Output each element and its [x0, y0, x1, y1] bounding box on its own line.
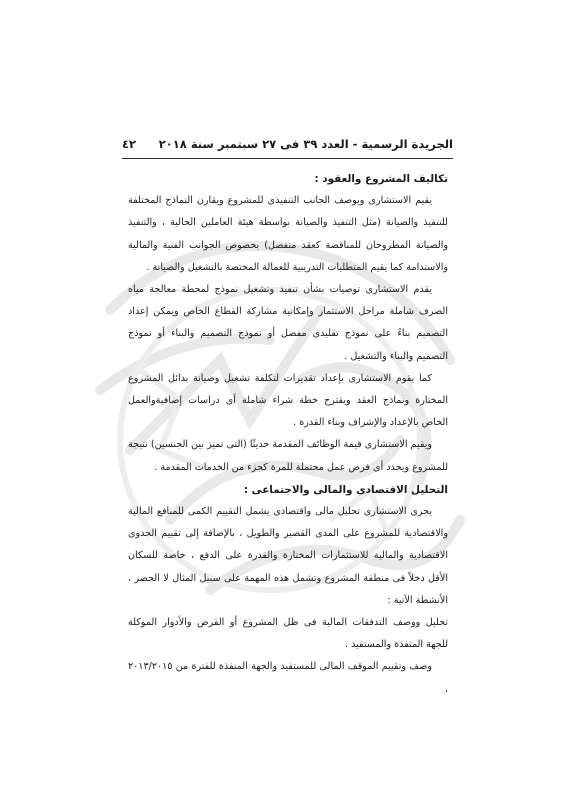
paragraph: وصف وتقييم الموقف المالى للمستفيد والجهة المنفذة للفترة من ٢٠١٣/٢٠١٥ ، [128, 661, 448, 695]
page-header [122, 136, 453, 152]
page-number: ٤٢ [122, 137, 137, 151]
header-divider [122, 158, 453, 159]
paragraph: تحليل ووصف التدفقات المالية فى ظل المشروع أو القرض والأدوار الموكلة للجهة المنفذة والمستفيد . [128, 617, 448, 651]
document-body [128, 168, 448, 701]
paragraph: ويقيم الاستشارى قيمة الوظائف المقدمة حديثًا (التى تميز بين الجنسين) نتيجة للمشروع ويحدد أى فرص عمل محتملة للمرة كجزء من الخدمات المقدمة . [128, 439, 448, 473]
paragraph: يقيم الاستشارى ويوصف الجانب التنفيذى للمشروع ويقارن النماذج المختلفة للتنفيذ والصيانة (مثل التنفيذ والصيانة بواسطة هيئة العاملين الحالية ، والتنفيذ والصيانة المطروحان للمناقصة كعقد منفصل) بخصوص الجوانب الفنية والمالية والاستدامة كما يقيم المتطلبات التدريبية للعمالة المختصة بالتشغيل والصيانة . [128, 195, 448, 273]
header-title: الجريدة الرسمية - العدد ٣٩ فى ٢٧ سبتمبر سنة ٢٠١٨ [158, 137, 453, 151]
section-heading-analysis: التحليل الاقتصادى والمالى والاجتماعى : [243, 483, 448, 496]
paragraph: كما يقوم الاستشارى بإعداد تقديرات لتكلفة تشغيل وصيانة بدائل المشروع المختارة ونماذج العقد ويقترح خطة شراء شاملة أى دراسات إضافيةوالعمل الخاص بالإعداد والإشراف وبناء القدرة . [128, 372, 448, 429]
paragraph: يجرى الاستشارى تحليل مالى واقتصادى يشمل التقييم الكمى للمنافع المالية والاقتصادية للمشروع على المدى القصير والطويل ، بالإضافة إلى تقييم الجدوى الاقتصادية والمالية للاستثمارات المختارة والقدرة على الدفع ، خاصة للسكان الأقل دخلاً فى منطقة المشروع وتشمل هذه المهمة على سبيل المثال لا الحصر ، الأنشطة الآتية : [128, 506, 448, 606]
section-heading-costs: تكاليف المشروع والعقود : [314, 173, 448, 185]
paragraph: يقدم الاستشارى توصيات بشأن تنفيذ وتشغيل نموذج لمحطة معالجة مياه الصرف شاملة مراحل الاستثمار وإمكانية مشاركة القطاع الخاص ويمكن إعداد التصميم بناءً على نموذج تقليدى مفصل أو نموذج التصميم والبناء أو نموذج التصميم والبناء والتشغيل . [128, 284, 448, 362]
